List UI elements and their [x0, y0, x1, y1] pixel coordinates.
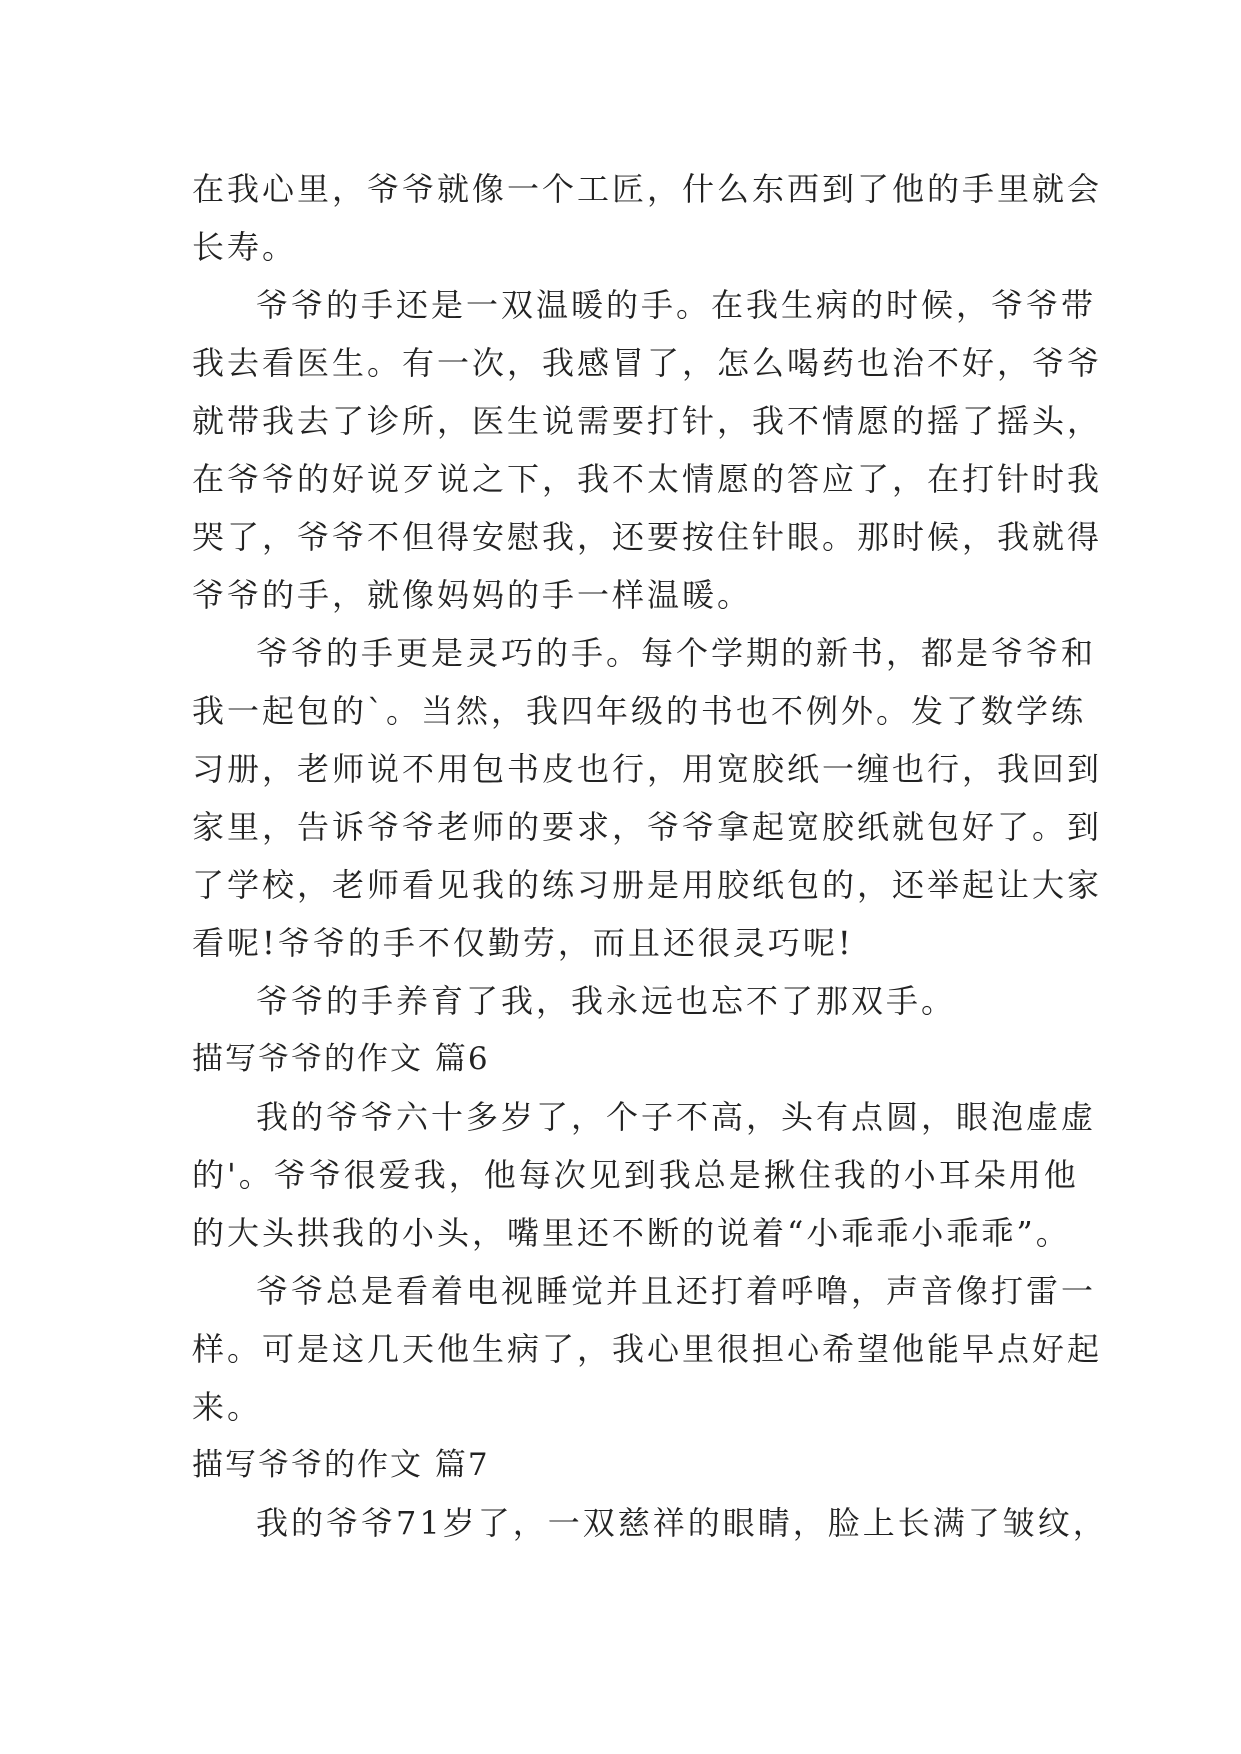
paragraph-grandpa-71 [192, 1494, 1108, 1552]
paragraph-grandpa-appearance [192, 1088, 1097, 1262]
paragraph-warm-hands [192, 276, 1103, 624]
text-line: 看呢!爷爷的手不仅勤劳，而且还很灵巧呢! [192, 924, 854, 962]
text-line: 长寿。 [192, 228, 298, 266]
text-line: 在我心里，爷爷就像一个工匠，什么东西到了他的手里就会 [192, 170, 1103, 208]
paragraph-conclusion [192, 972, 1052, 1030]
essay-heading-7: 描写爷爷的作文 篇7 [192, 1447, 490, 1483]
text-line: 我一起包的`。当然，我四年级的书也不例外。发了数学练 [192, 692, 1087, 730]
text-line: 爷爷的手，就像妈妈的手一样温暖。 [192, 576, 753, 614]
text-line: 爷爷总是看着电视睡觉并且还打着呼噜，声音像打雷一 [256, 1272, 1097, 1310]
text-line: 在爷爷的好说歹说之下，我不太情愿的答应了，在打针时我 [192, 460, 1103, 498]
text-line: 了学校，老师看见我的练习册是用胶纸包的，还举起让大家 [192, 866, 1103, 904]
document-page [192, 160, 1108, 1552]
text-line: 的'。爷爷很爱我，他每次见到我总是揪住我的小耳朵用他 [192, 1156, 1079, 1194]
paragraph-skillful-hands [192, 624, 1103, 972]
paragraph-craftsman [192, 160, 1103, 276]
text-line: 爷爷的手养育了我，我永远也忘不了那双手。 [256, 982, 957, 1020]
paragraph-grandpa-sleeping [192, 1262, 1103, 1436]
text-line: 我的爷爷71岁了，一双慈祥的眼睛，脸上长满了皱纹， [256, 1504, 1108, 1542]
text-line: 样。可是这几天他生病了，我心里很担心希望他能早点好起 [192, 1330, 1103, 1368]
text-line: 哭了，爷爷不但得安慰我，还要按住针眼。那时候，我就得 [192, 518, 1103, 556]
text-line: 爷爷的手更是灵巧的手。每个学期的新书，都是爷爷和 [256, 634, 1097, 672]
text-line: 我的爷爷六十多岁了，个子不高，头有点圆，眼泡虚虚 [256, 1098, 1097, 1136]
text-line: 习册，老师说不用包书皮也行，用宽胶纸一缠也行，我回到 [192, 750, 1103, 788]
text-line: 的大头拱我的小头，嘴里还不断的说着“小乖乖小乖乖”。 [192, 1214, 1071, 1252]
text-line: 家里，告诉爷爷老师的要求，爷爷拿起宽胶纸就包好了。到 [192, 808, 1103, 846]
essay-heading-6: 描写爷爷的作文 篇6 [192, 1041, 490, 1077]
text-line: 来。 [192, 1388, 263, 1426]
text-line: 就带我去了诊所，医生说需要打针，我不情愿的摇了摇头， [192, 402, 1103, 440]
text-line: 爷爷的手还是一双温暖的手。在我生病的时候，爷爷带 [256, 286, 1097, 324]
text-line: 我去看医生。有一次，我感冒了，怎么喝药也治不好，爷爷 [192, 344, 1103, 382]
